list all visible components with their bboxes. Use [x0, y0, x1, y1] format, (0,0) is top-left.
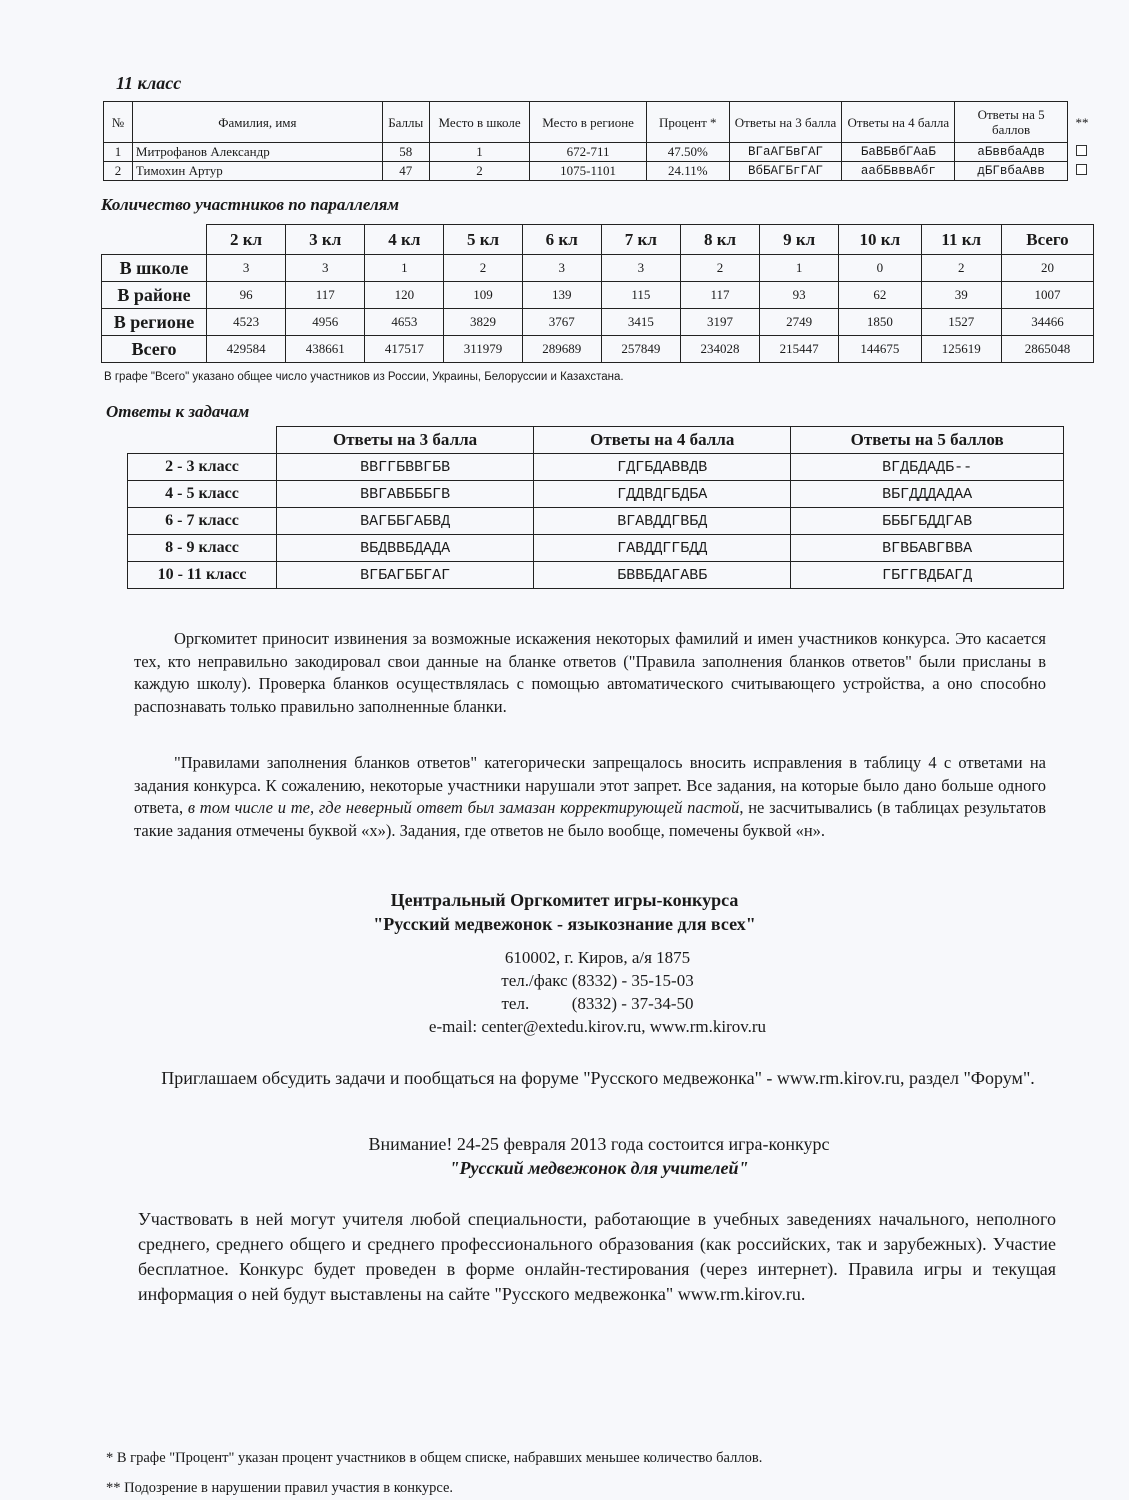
count-cell: 2 — [444, 255, 522, 282]
count-cell: 3197 — [680, 309, 759, 336]
contest-name: "Русский медвежонок - языкознание для всех" — [373, 914, 756, 934]
count-cell: 39 — [921, 282, 1001, 309]
count-cell: 3767 — [522, 309, 601, 336]
grade-label: 6 - 7 класс — [128, 508, 277, 535]
col-4: 4 кл — [365, 225, 444, 255]
count-cell: 3 — [207, 255, 286, 282]
corner-cell — [102, 225, 207, 255]
count-cell: 1 — [365, 255, 444, 282]
count-cell: 4523 — [207, 309, 286, 336]
header-school-place: Место в школе — [429, 102, 530, 143]
answer-key-5: ВГВБАВГВВА — [791, 535, 1064, 562]
row-label: В школе — [102, 255, 207, 282]
answer-key-4: ГДГБДАВВДВ — [534, 454, 791, 481]
count-cell: 34466 — [1001, 309, 1093, 336]
answer-key-3: ВБДВВБДАДА — [277, 535, 534, 562]
count-cell: 3415 — [601, 309, 680, 336]
address: 610002, г. Киров, а/я 1875 — [504, 948, 691, 967]
count-cell: 311979 — [444, 336, 522, 363]
answer-key-4: ГАВДДГГБДД — [534, 535, 791, 562]
footnote-suspicion: ** Подозрение в нарушении правил участия в конкурсе. — [106, 1480, 454, 1496]
apology-paragraph-1: Оргкомитет приносит извинения за возможные искажения некоторых фамилий и имен участников конкурса. Это касается тех, кто неправильно закодировал свои данные на бланке ответов ("Правила заполнения бланков ответов" были присланы в каждую школу). Проверка бланков осуществлялась с помощью автоматического считывающего устройства, а оно способно распознавать только правильно заполненные бланки. — [134, 629, 1046, 716]
count-cell: 215447 — [760, 336, 839, 363]
apology-paragraph-2 — [134, 752, 1046, 842]
attention-block — [0, 1132, 1129, 1180]
table-row — [128, 562, 1064, 589]
col-2: 2 кл — [207, 225, 286, 255]
grade-label: 4 - 5 класс — [128, 481, 277, 508]
committee-title: Центральный Оргкомитет игры-конкурса — [390, 890, 739, 910]
row-number: 2 — [104, 162, 133, 181]
header-percent: Процент * — [646, 102, 729, 143]
answer-key-5: ВГДБДАДБ-- — [791, 454, 1064, 481]
results-header-row — [104, 102, 1097, 143]
header-answers-3: Ответы на 3 балла — [729, 102, 842, 143]
teachers-paragraph: Участвовать в ней могут учителя любой специальности, работающие в учебных заведениях начального, неполного среднего, среднего общего и среднего профессионального образования (как российских, так и зарубежных). Участие бесплатное. Конкурс будет проведен в форме онлайн-тестирования (через интернет). Правила игры и текущая информация о ней будут выставлены на сайте "Русского медвежонка" www.rm.kirov.ru. — [138, 1209, 1056, 1304]
percent: 24.11% — [646, 162, 729, 181]
col-7: 7 кл — [601, 225, 680, 255]
grade-label: 10 - 11 класс — [128, 562, 277, 589]
count-cell: 234028 — [680, 336, 759, 363]
count-cell: 120 — [365, 282, 444, 309]
apology-text-a: "Правилами заполнения бланков ответов" категорически запрещалось вносить исправления в таблицу 4 с ответами на задания конкурса. К сожалению, некоторые участники нарушали этот запрет. Все задания, на которые было дано больше одного ответа, — [134, 753, 1046, 817]
contact-block — [0, 946, 1129, 1038]
count-cell: 1007 — [1001, 282, 1093, 309]
count-cell: 3829 — [444, 309, 522, 336]
school-place: 2 — [429, 162, 530, 181]
count-cell: 1527 — [921, 309, 1001, 336]
footnote-percent: * В графе "Процент" указан процент участников в общем списке, набравших меньшее количество баллов. — [106, 1450, 763, 1466]
count-cell: 1850 — [839, 309, 921, 336]
region-place: 672-711 — [530, 143, 647, 162]
count-cell: 4956 — [286, 309, 365, 336]
participant-name: Тимохин Артур — [132, 162, 382, 181]
count-cell: 289689 — [522, 336, 601, 363]
grade-label: 2 - 3 класс — [128, 454, 277, 481]
count-cell: 125619 — [921, 336, 1001, 363]
answer-key-4: ВГАВДДГВБД — [534, 508, 791, 535]
answer-key-5: ГБГГВДБАГД — [791, 562, 1064, 589]
results-table — [103, 101, 1096, 181]
answer-key-4: ГДДВДГБДБА — [534, 481, 791, 508]
count-cell: 429584 — [207, 336, 286, 363]
count-cell: 3 — [522, 255, 601, 282]
table-row — [128, 508, 1064, 535]
count-cell: 2865048 — [1001, 336, 1093, 363]
row-label: В регионе — [102, 309, 207, 336]
participant-score: 47 — [382, 162, 429, 181]
answers-5: аБввбаАдв — [955, 143, 1068, 162]
counts-note: В графе "Всего" указано общее число участников из России, Украины, Белоруссии и Казахстана. — [104, 371, 624, 383]
apology-text-italic: в том числе и те, где неверный ответ был замазан корректирующей пастой — [187, 798, 740, 817]
committee-block — [0, 888, 1129, 936]
col-11: 11 кл — [921, 225, 1001, 255]
answers-5: дБГвбаАвв — [955, 162, 1068, 181]
table-row — [128, 535, 1064, 562]
answer-key-5: ВБГДДДАДАА — [791, 481, 1064, 508]
header-suspicion: ** — [1067, 102, 1096, 143]
answer-key-3: ВГБАГББГАГ — [277, 562, 534, 589]
fax: тел./факс (8332) - 35-15-03 — [501, 971, 694, 990]
count-cell: 117 — [286, 282, 365, 309]
header-answers-5: Ответы на 5 баллов — [955, 102, 1068, 143]
answers-4: аабБвввАбг — [842, 162, 955, 181]
answer-key-3: ВВГАВБББГВ — [277, 481, 534, 508]
participants-table — [101, 224, 1094, 363]
count-cell: 96 — [207, 282, 286, 309]
col-8: 8 кл — [680, 225, 759, 255]
col-10: 10 кл — [839, 225, 921, 255]
header-number: № — [104, 102, 133, 143]
row-number: 1 — [104, 143, 133, 162]
count-cell: 2 — [680, 255, 759, 282]
count-cell: 417517 — [365, 336, 444, 363]
count-cell: 438661 — [286, 336, 365, 363]
col-3: 3 кл — [286, 225, 365, 255]
corner-cell — [128, 427, 277, 454]
header-score: Баллы — [382, 102, 429, 143]
attention-line: Внимание! 24-25 февраля 2013 года состоится игра-конкурс — [368, 1134, 830, 1154]
answers-header-row — [128, 427, 1064, 454]
percent: 47.50% — [646, 143, 729, 162]
header-answers-3: Ответы на 3 балла — [277, 427, 534, 454]
count-cell: 1 — [760, 255, 839, 282]
count-cell: 109 — [444, 282, 522, 309]
table-row — [104, 143, 1097, 162]
table-row — [104, 162, 1097, 181]
col-total: Всего — [1001, 225, 1093, 255]
header-answers-4: Ответы на 4 балла — [534, 427, 791, 454]
answer-key-3: ВАГББГАБВД — [277, 508, 534, 535]
count-cell: 20 — [1001, 255, 1093, 282]
forum-invite: Приглашаем обсудить задачи и пообщаться на форуме "Русского медвежонка" - www.rm.kirov.ru, раздел "Форум". — [161, 1068, 1035, 1088]
count-cell: 2749 — [760, 309, 839, 336]
answer-key-4: БВВБДАГАВБ — [534, 562, 791, 589]
count-cell: 117 — [680, 282, 759, 309]
header-answers-4: Ответы на 4 балла — [842, 102, 955, 143]
grade-label: 8 - 9 класс — [128, 535, 277, 562]
answers-3: ВбБАГБгГАГ — [729, 162, 842, 181]
counts-header-row — [102, 225, 1094, 255]
count-cell: 257849 — [601, 336, 680, 363]
email: e-mail: center@extedu.kirov.ru, www.rm.kirov.ru — [428, 1017, 767, 1036]
count-cell: 3 — [601, 255, 680, 282]
counts-title: Количество участников по параллелям — [101, 195, 400, 214]
answers-table — [127, 426, 1064, 589]
suspicion-cell — [1067, 143, 1096, 162]
school-place: 1 — [429, 143, 530, 162]
suspicion-cell — [1067, 162, 1096, 181]
phone: тел. (8332) - 37-34-50 — [501, 994, 694, 1013]
participant-name: Митрофанов Александр — [132, 143, 382, 162]
teachers-contest-name: "Русский медвежонок для учителей" — [449, 1158, 749, 1178]
answers-3: ВГаАГБвГАГ — [729, 143, 842, 162]
header-region-place: Место в регионе — [530, 102, 647, 143]
col-9: 9 кл — [760, 225, 839, 255]
count-cell: 3 — [286, 255, 365, 282]
count-cell: 0 — [839, 255, 921, 282]
count-cell: 62 — [839, 282, 921, 309]
col-5: 5 кл — [444, 225, 522, 255]
count-cell: 2 — [921, 255, 1001, 282]
count-cell: 139 — [522, 282, 601, 309]
answer-key-3: ВВГГБВВГБВ — [277, 454, 534, 481]
table-row — [102, 282, 1094, 309]
count-cell: 93 — [760, 282, 839, 309]
header-name: Фамилия, имя — [132, 102, 382, 143]
table-row — [128, 481, 1064, 508]
participant-score: 58 — [382, 143, 429, 162]
table-row — [102, 255, 1094, 282]
suspicion-checkbox-icon — [1076, 145, 1087, 156]
table-row — [102, 309, 1094, 336]
header-answers-5: Ответы на 5 баллов — [791, 427, 1064, 454]
answers-title: Ответы к задачам — [106, 402, 250, 421]
answers-4: БаВБвбГАаБ — [842, 143, 955, 162]
col-6: 6 кл — [522, 225, 601, 255]
suspicion-checkbox-icon — [1076, 164, 1087, 175]
table-row — [102, 336, 1094, 363]
class-heading: 11 класс — [116, 73, 182, 93]
count-cell: 4653 — [365, 309, 444, 336]
answer-key-5: БББГБДДГАВ — [791, 508, 1064, 535]
table-row — [128, 454, 1064, 481]
count-cell: 115 — [601, 282, 680, 309]
count-cell: 144675 — [839, 336, 921, 363]
row-label: В районе — [102, 282, 207, 309]
apology-text-b: , не засчитывались (в таблицах результатов такие задания отмечены буквой «х»). Задания, где ответов не было вообще, помечены буквой «н». — [134, 798, 1046, 840]
row-label: Всего — [102, 336, 207, 363]
region-place: 1075-1101 — [530, 162, 647, 181]
